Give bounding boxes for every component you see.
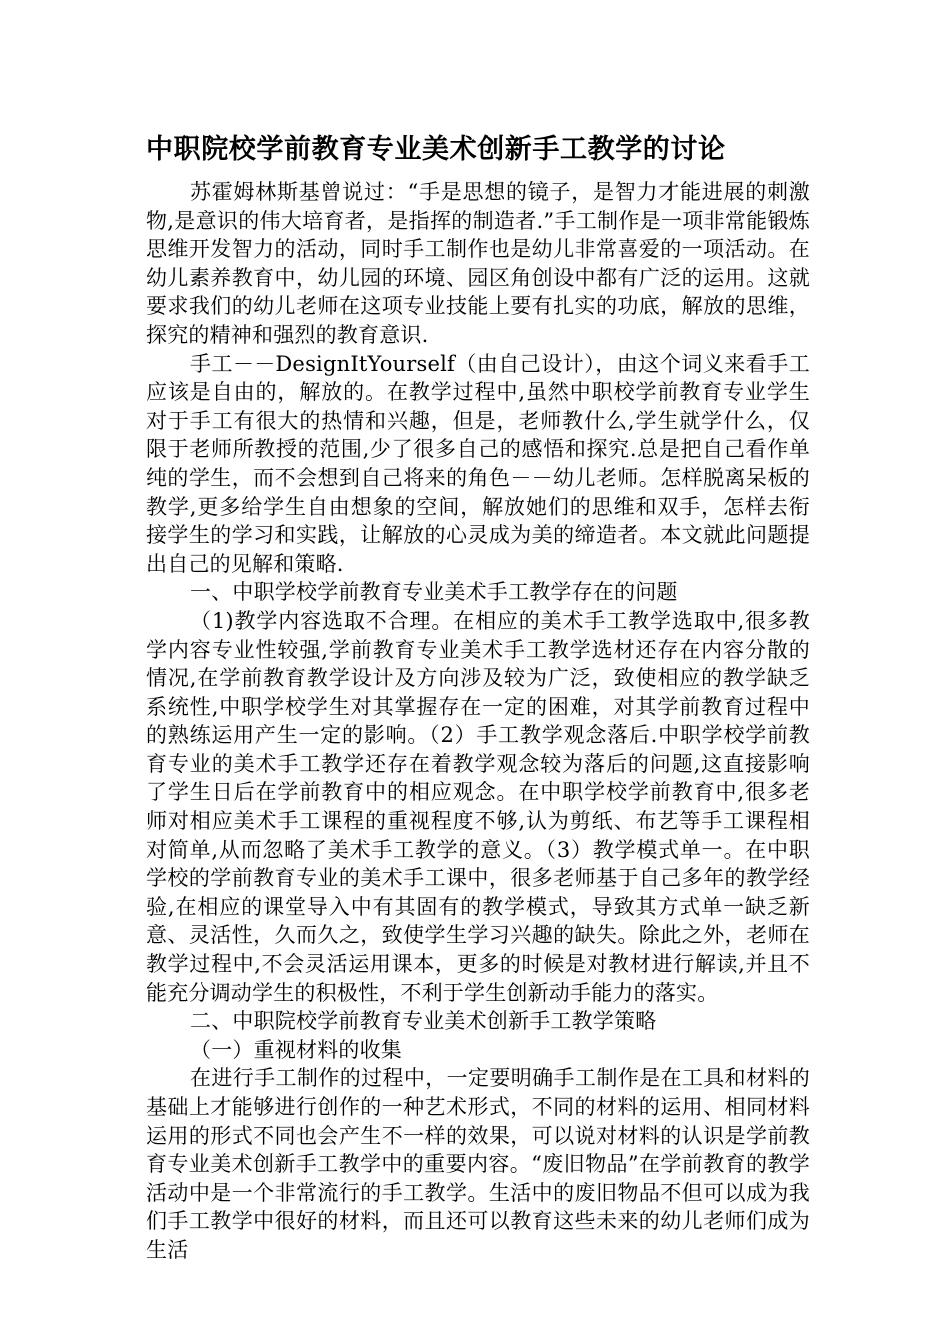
paragraph-intro: 苏霍姆林斯基曾说过：“手是思想的镜子，是智力才能进展的刺激物,是意识的伟大培育者，是指挥的制造者.”手工制作是一项非常能锻炼思维开发智力的活动，同时手工制作也是幼儿非常喜爱的一项活动。在幼儿素养教育中，幼儿园的环境、园区角创设中都有广泛的运用。这就要求我们的幼儿老师在这项专业技能上要有扎实的功底，解放的思维，探究的精神和强烈的教育意识. — [146, 180, 810, 347]
paragraph-materials: 在进行手工制作的过程中，一定要明确手工制作是在工具和材料的基础上才能够进行创作的一种艺术形式，不同的材料的运用、相同材料运用的形式不同也会产生不一样的效果，可以说对材料的认识是学前教育专业美术创新手工教学中的重要内容。“废旧物品”在学前教育的教学活动中是一个非常流行的手工教学。生活中的废旧物品不但可以成为我们手工教学中很好的材料，而且还可以教育这些未来的幼儿老师们成为生活 — [146, 1066, 810, 1262]
section-heading-strategies: 二、中职院校学前教育专业美术创新手工教学策略 — [190, 1009, 657, 1034]
document-title: 中职院校学前教育专业美术创新手工教学的讨论 — [146, 134, 726, 165]
document-page — [146, 130, 810, 1265]
paragraph-problems: （1)教学内容选取不合理。在相应的美术手工教学选取中,很多教学内容专业性较强,学前教育专业美术手工教学选材还存在内容分散的情况,在学前教育教学设计及方向涉及较为广泛，致使相应的教学缺乏系统性,中职学校学生对其掌握存在一定的困难，对其学前教育过程中的熟练运用产生一定的影响。（2）手工教学观念落后.中职学校学前教育专业的美术手工教学还存在着教学观念较为落后的问题,这直接影响了学生日后在学前教育中的相应观念。在中职学校学前教育中,很多老师对相应美术手工课程的重视程度不够,认为剪纸、布艺等手工课程相对简单,从而忽略了美术手工教学的意义。（3）教学模式单一。在中职学校的学前教育专业的美术手工课中，很多老师基于自己多年的教学经验,在相应的课堂导入中有其固有的教学模式，导致其方式单一缺乏新意、灵活性，久而久之，致使学生学习兴趣的缺失。除此之外，老师在教学过程中,不会灵活运用课本，更多的时候是对教材进行解读,并且不能充分调动学生的积极性，不利于学生创新动手能力的落实。 — [146, 608, 810, 1005]
subsection-heading-materials: （一）重视材料的收集 — [190, 1037, 402, 1062]
section-heading-problems: 一、中职学校学前教育专业美术手工教学存在的问题 — [190, 580, 678, 605]
paragraph-diy: 手工－－DesignItYourself（由自己设计），由这个词义来看手工应该是自由的，解放的。在教学过程中,虽然中职校学前教育专业学生对于手工有很大的热情和兴趣，但是，老师教什么,学生就学什么，仅限于老师所教授的范围,少了很多自己的感悟和探究.总是把自己看作单纯的学生，而不会想到自己将来的角色－－幼儿老师。怎样脱离呆板的教学,更多给学生自由想象的空间，解放她们的思维和双手，怎样去衔接学生的学习和实践，让解放的心灵成为美的缔造者。本文就此问题提出自己的见解和策略. — [146, 351, 810, 576]
